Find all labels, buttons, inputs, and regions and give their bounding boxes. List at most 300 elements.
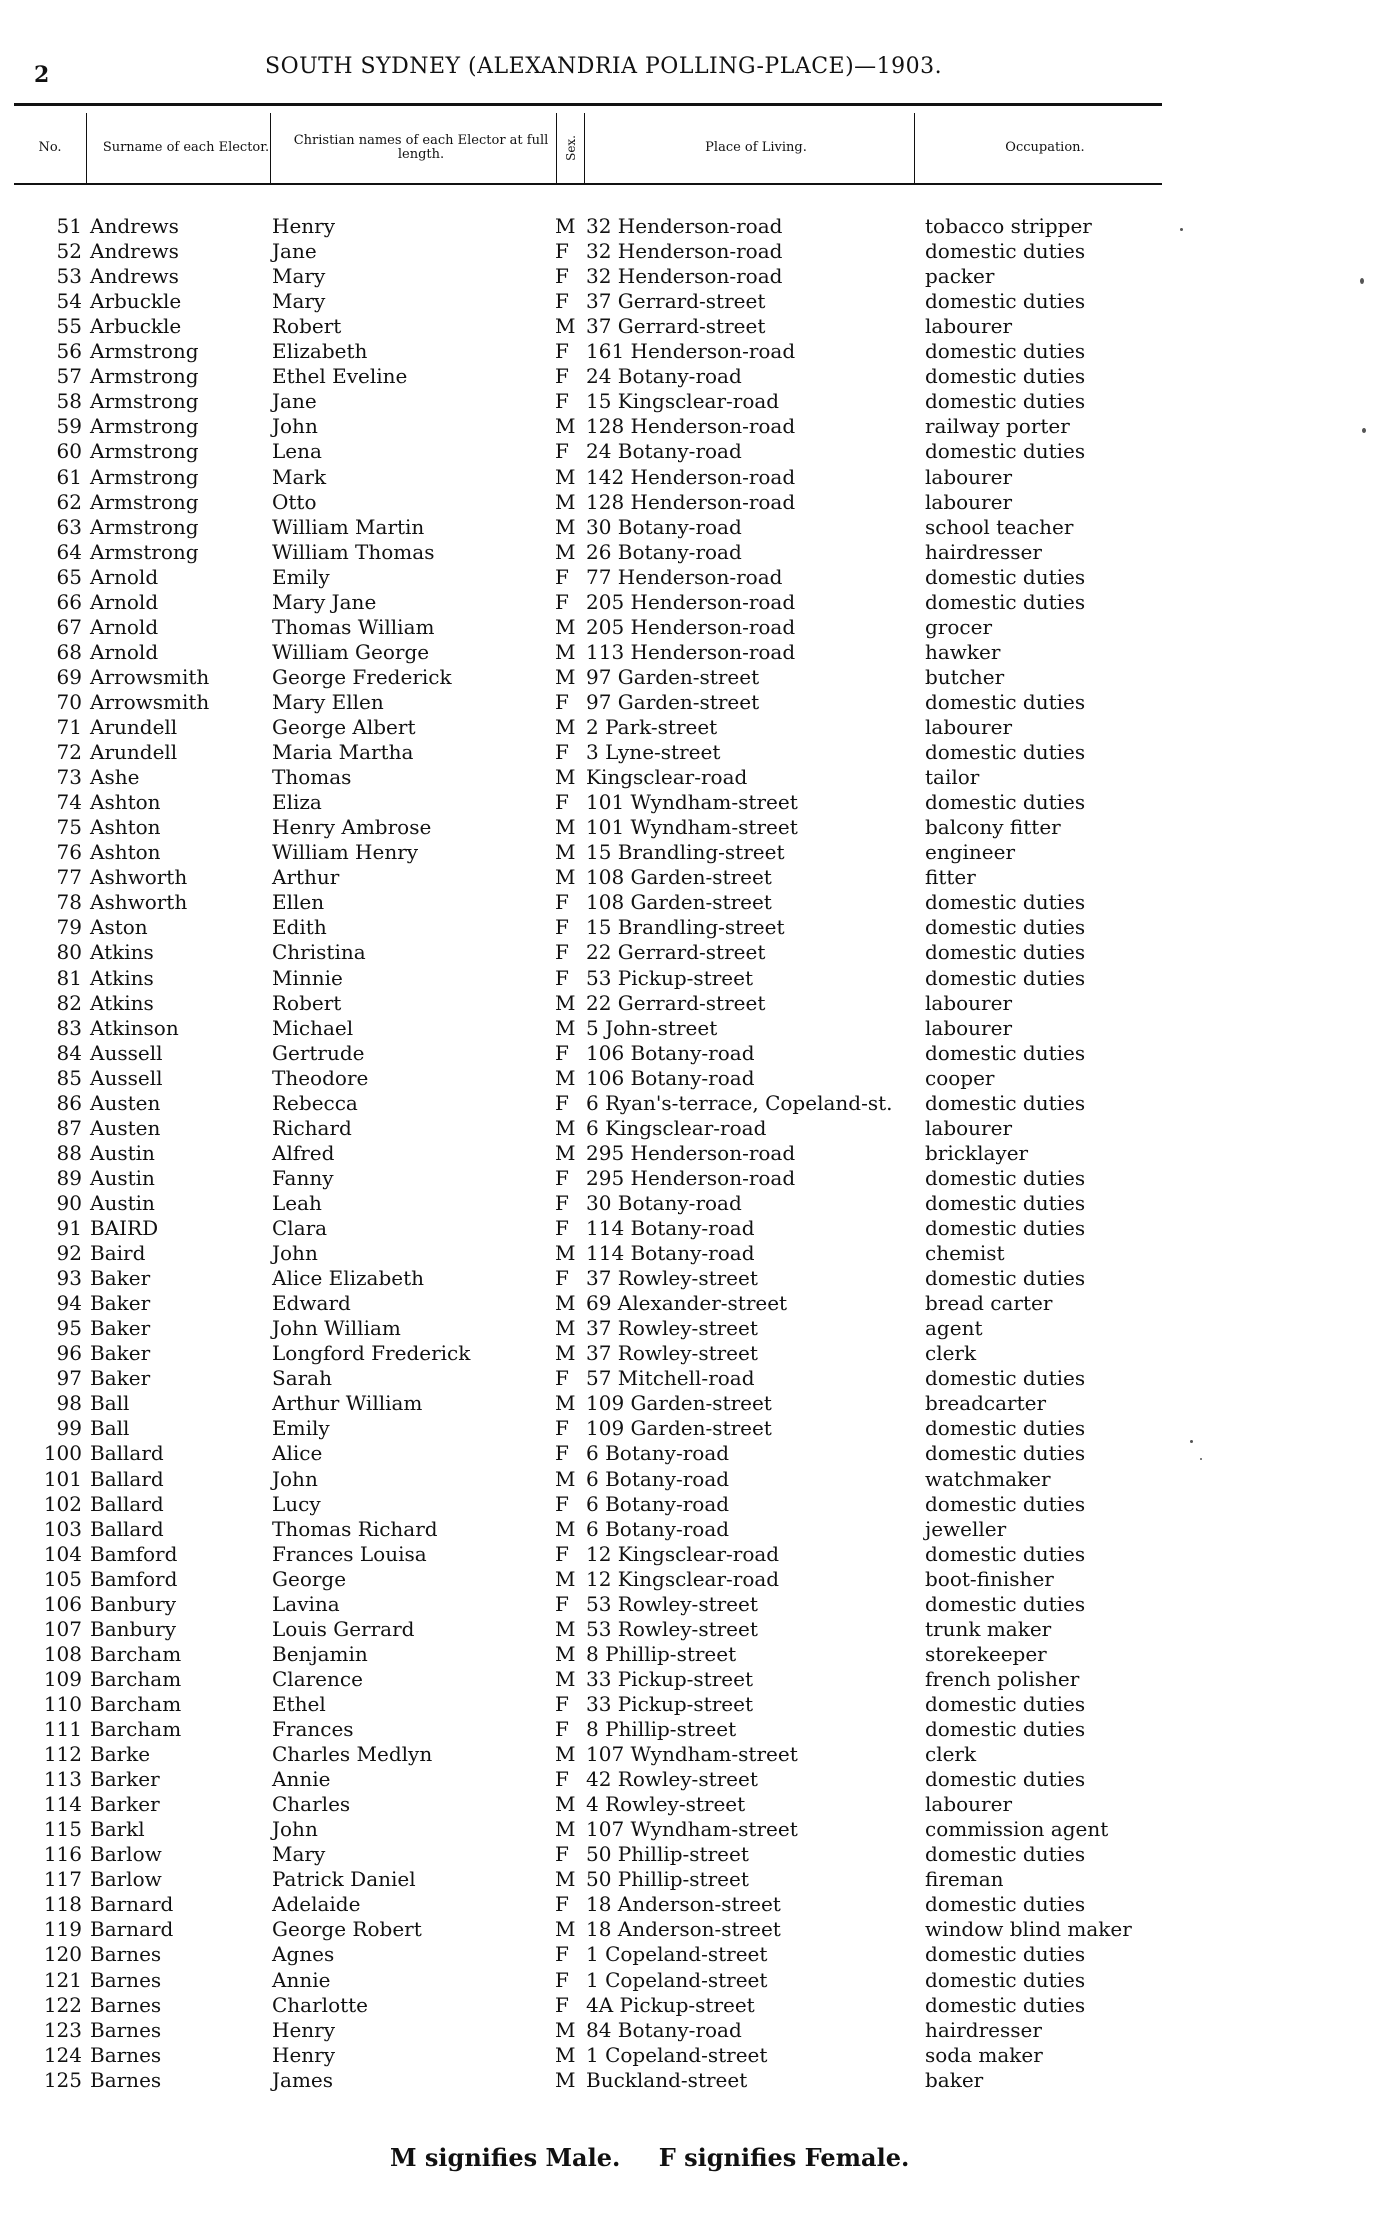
entry-occupation: fireman	[925, 1867, 1004, 1892]
entry-place-of-living: 114 Botany-road	[586, 1241, 755, 1266]
entry-sex: M	[555, 1742, 576, 1767]
table-row	[0, 1441, 1382, 1466]
entry-occupation: balcony fitter	[925, 815, 1061, 840]
entry-surname: Barnard	[90, 1917, 174, 1942]
entry-sex: M	[555, 1316, 576, 1341]
table-row	[0, 264, 1382, 289]
entry-christian-names: Frances Louisa	[272, 1541, 427, 1566]
entry-sex: F	[555, 239, 569, 264]
entry-number: 92	[56, 1241, 82, 1266]
entry-place-of-living: Buckland-street	[586, 2067, 748, 2092]
entry-place-of-living: 142 Henderson-road	[586, 464, 796, 489]
entry-occupation: domestic duties	[925, 1691, 1086, 1716]
table-row	[0, 1141, 1382, 1166]
entry-place-of-living: 22 Gerrard-street	[586, 940, 766, 965]
entry-occupation: grocer	[925, 614, 993, 639]
entry-sex: M	[555, 1241, 576, 1266]
entry-place-of-living: 6 Botany-road	[586, 1466, 730, 1491]
entry-christian-names: Emily	[272, 564, 330, 589]
entry-number: 105	[43, 1566, 82, 1591]
entry-place-of-living: 32 Henderson-road	[586, 214, 783, 238]
entry-number: 63	[56, 514, 82, 539]
entry-occupation: cooper	[925, 1065, 995, 1090]
entry-occupation: domestic duties	[925, 1541, 1086, 1566]
table-row	[0, 239, 1382, 264]
entry-sex: M	[555, 639, 576, 664]
entry-sex: F	[555, 1190, 569, 1215]
entry-place-of-living: 295 Henderson-road	[586, 1140, 796, 1165]
entry-surname: Ballard	[90, 1466, 164, 1491]
table-row	[0, 1617, 1382, 1642]
entry-christian-names: Thomas Richard	[272, 1516, 438, 1541]
entry-place-of-living: 15 Kingsclear-road	[586, 389, 780, 414]
entry-surname: Banbury	[90, 1616, 177, 1641]
entry-occupation: domestic duties	[925, 564, 1086, 589]
entry-sex: M	[555, 539, 576, 564]
entry-surname: Andrews	[90, 264, 179, 289]
entry-number: 60	[56, 439, 82, 464]
entry-number: 68	[56, 639, 82, 664]
entry-number: 57	[56, 364, 82, 389]
entry-christian-names: Rebecca	[272, 1090, 358, 1115]
entry-surname: Barnes	[90, 2017, 162, 2042]
entry-number: 77	[56, 865, 82, 890]
entry-number: 78	[56, 890, 82, 915]
entry-place-of-living: 205 Henderson-road	[586, 614, 796, 639]
entry-place-of-living: Kingsclear-road	[586, 765, 748, 790]
entry-surname: Aston	[90, 915, 148, 940]
entry-occupation: watchmaker	[925, 1466, 1051, 1491]
entry-surname: Arnold	[90, 564, 159, 589]
entry-place-of-living: 1 Copeland-street	[586, 2042, 768, 2067]
entry-sex: F	[555, 915, 569, 940]
table-row	[0, 1467, 1382, 1492]
entry-sex: M	[555, 1291, 576, 1316]
entry-surname: Arbuckle	[90, 314, 182, 339]
table-row	[0, 1792, 1382, 1817]
entry-number: 108	[43, 1641, 82, 1666]
entry-sex: M	[555, 1641, 576, 1666]
entry-occupation: boot-finisher	[925, 1566, 1054, 1591]
entry-christian-names: Henry	[272, 2042, 336, 2067]
entry-sex: M	[555, 1666, 576, 1691]
entry-number: 103	[43, 1516, 82, 1541]
entry-surname: Arrowsmith	[90, 664, 210, 689]
table-row	[0, 1642, 1382, 1667]
entry-sex: F	[555, 1967, 569, 1992]
entry-number: 122	[43, 1992, 82, 2017]
entry-occupation: domestic duties	[925, 1892, 1086, 1917]
entry-occupation: bricklayer	[925, 1140, 1029, 1165]
entry-number: 111	[43, 1717, 82, 1741]
table-row	[0, 1241, 1382, 1266]
table-row	[0, 565, 1382, 590]
entry-surname: Barcham	[90, 1666, 182, 1691]
entry-surname: Ashworth	[90, 865, 188, 890]
entry-sex: M	[555, 1065, 576, 1090]
table-row	[0, 465, 1382, 490]
entry-occupation: domestic duties	[925, 589, 1086, 614]
entry-number: 123	[43, 2017, 82, 2042]
entry-surname: Baker	[90, 1366, 151, 1391]
entry-occupation: trunk maker	[925, 1616, 1052, 1641]
entry-occupation: domestic duties	[925, 790, 1086, 815]
top-rule	[14, 103, 1162, 106]
entry-surname: Arnold	[90, 589, 159, 614]
entry-occupation: butcher	[925, 664, 1005, 689]
entry-place-of-living: 30 Botany-road	[586, 1190, 742, 1215]
entry-christian-names: George Albert	[272, 715, 416, 739]
entry-surname: Barnes	[90, 2042, 162, 2067]
entry-sex: F	[555, 1090, 569, 1115]
entry-surname: Armstrong	[90, 389, 199, 414]
entry-surname: Barnes	[90, 2067, 162, 2092]
entry-surname: Austin	[90, 1140, 155, 1165]
entry-sex: M	[555, 1566, 576, 1591]
entry-sex: M	[555, 1341, 576, 1366]
entry-occupation: window blind maker	[925, 1917, 1132, 1942]
entry-occupation: labourer	[925, 1115, 1013, 1140]
entry-sex: M	[555, 514, 576, 539]
entry-christian-names: Gertrude	[272, 1040, 365, 1065]
entry-occupation: commission agent	[925, 1817, 1109, 1842]
entry-christian-names: Charles	[272, 1792, 351, 1817]
entry-surname: Austin	[90, 1165, 155, 1190]
entry-number: 69	[56, 664, 82, 689]
entry-occupation: bread carter	[925, 1291, 1053, 1316]
entry-christian-names: Theodore	[272, 1065, 369, 1090]
entry-sex: F	[555, 740, 569, 765]
entry-place-of-living: 107 Wyndham-street	[586, 1742, 798, 1767]
table-row	[0, 364, 1382, 389]
entry-occupation: railway porter	[925, 414, 1070, 439]
entry-occupation: domestic duties	[925, 1591, 1086, 1616]
entry-place-of-living: 26 Botany-road	[586, 539, 742, 564]
table-row	[0, 1717, 1382, 1742]
entry-christian-names: Mary Ellen	[272, 689, 384, 714]
entry-sex: M	[555, 489, 576, 514]
entry-place-of-living: 6 Botany-road	[586, 1491, 730, 1516]
entry-place-of-living: 2 Park-street	[586, 715, 718, 739]
entry-surname: Baird	[90, 1241, 146, 1266]
entry-number: 93	[56, 1266, 82, 1291]
entry-sex: F	[555, 1040, 569, 1065]
entry-surname: Atkins	[90, 965, 154, 990]
entry-surname: Ashworth	[90, 890, 188, 915]
entry-surname: Armstrong	[90, 339, 199, 364]
entry-place-of-living: 53 Pickup-street	[586, 965, 753, 990]
entry-surname: Atkins	[90, 940, 154, 965]
entry-place-of-living: 107 Wyndham-street	[586, 1817, 798, 1842]
entry-occupation: domestic duties	[925, 965, 1086, 990]
entry-number: 66	[56, 589, 82, 614]
sex-legend	[390, 2143, 939, 2172]
entry-number: 115	[43, 1817, 82, 1842]
entry-sex: F	[555, 1366, 569, 1391]
entry-sex: M	[555, 1391, 576, 1416]
entry-occupation: domestic duties	[925, 1491, 1086, 1516]
entry-number: 73	[56, 765, 82, 790]
entry-number: 113	[43, 1767, 82, 1792]
entry-occupation: engineer	[925, 840, 1016, 865]
entry-occupation: packer	[925, 264, 995, 289]
entry-christian-names: Mary	[272, 264, 326, 289]
table-row	[0, 289, 1382, 314]
entry-christian-names: Edward	[272, 1291, 351, 1316]
legend-female: F signifies Female.	[658, 2143, 910, 2172]
entry-surname: Baker	[90, 1341, 151, 1366]
table-row	[0, 790, 1382, 815]
entry-christian-names: Lavina	[272, 1591, 340, 1616]
entry-place-of-living: 84 Botany-road	[586, 2017, 742, 2042]
entry-place-of-living: 8 Phillip-street	[586, 1717, 737, 1741]
entry-christian-names: Charlotte	[272, 1992, 369, 2017]
entry-place-of-living: 33 Pickup-street	[586, 1691, 753, 1716]
entry-sex: M	[555, 840, 576, 865]
entry-place-of-living: 4 Rowley-street	[586, 1792, 746, 1817]
entry-sex: F	[555, 689, 569, 714]
entry-number: 65	[56, 564, 82, 589]
entry-place-of-living: 8 Phillip-street	[586, 1641, 737, 1666]
entry-occupation: domestic duties	[925, 740, 1086, 765]
table-row	[0, 815, 1382, 840]
table-row	[0, 1216, 1382, 1241]
entry-place-of-living: 295 Henderson-road	[586, 1165, 796, 1190]
entry-occupation: domestic duties	[925, 239, 1086, 264]
entry-surname: Arundell	[90, 740, 178, 765]
entry-place-of-living: 106 Botany-road	[586, 1040, 755, 1065]
entry-number: 52	[56, 239, 82, 264]
table-row	[0, 1416, 1382, 1441]
entry-sex: F	[555, 1541, 569, 1566]
entry-number: 100	[43, 1441, 82, 1466]
entry-number: 114	[43, 1792, 82, 1817]
entry-place-of-living: 18 Anderson-street	[586, 1892, 781, 1917]
entry-occupation: tailor	[925, 765, 980, 790]
entry-surname: Austen	[90, 1090, 161, 1115]
entry-sex: M	[555, 214, 576, 238]
entry-number: 109	[43, 1666, 82, 1691]
entry-sex: M	[555, 664, 576, 689]
entry-occupation: breadcarter	[925, 1391, 1047, 1416]
table-row	[0, 1066, 1382, 1091]
entry-occupation: domestic duties	[925, 339, 1086, 364]
entry-number: 91	[56, 1216, 82, 1240]
table-row	[0, 991, 1382, 1016]
entry-sex: M	[555, 1015, 576, 1040]
entry-surname: Arrowsmith	[90, 689, 210, 714]
entry-surname: Banbury	[90, 1591, 177, 1616]
entry-occupation: storekeeper	[925, 1641, 1047, 1666]
entry-occupation: domestic duties	[925, 1190, 1086, 1215]
entry-sex: F	[555, 1767, 569, 1792]
table-row	[0, 1817, 1382, 1842]
table-row	[0, 1492, 1382, 1517]
entry-number: 85	[56, 1065, 82, 1090]
entry-number: 87	[56, 1115, 82, 1140]
table-row	[0, 1767, 1382, 1792]
entry-surname: Armstrong	[90, 539, 199, 564]
entry-occupation: domestic duties	[925, 1992, 1086, 2017]
entry-surname: Ballard	[90, 1516, 164, 1541]
entry-surname: Ashe	[90, 765, 140, 790]
entry-surname: Barnard	[90, 1892, 174, 1917]
entry-occupation: domestic duties	[925, 1216, 1086, 1240]
entry-sex: F	[555, 890, 569, 915]
entry-occupation: domestic duties	[925, 890, 1086, 915]
entry-occupation: domestic duties	[925, 689, 1086, 714]
table-row	[0, 1091, 1382, 1116]
entry-christian-names: John	[272, 1241, 318, 1266]
entry-christian-names: Thomas William	[272, 614, 435, 639]
entry-christian-names: Patrick Daniel	[272, 1867, 416, 1892]
entry-place-of-living: 106 Botany-road	[586, 1065, 755, 1090]
column-divider	[914, 113, 915, 183]
entry-sex: M	[555, 1115, 576, 1140]
entry-occupation: domestic duties	[925, 1967, 1086, 1992]
entry-sex: F	[555, 339, 569, 364]
legend-male: M signifies Male.	[390, 2143, 621, 2172]
entry-place-of-living: 1 Copeland-street	[586, 1942, 768, 1967]
entry-occupation: hairdresser	[925, 2017, 1042, 2042]
entry-christian-names: Henry	[272, 2017, 336, 2042]
entry-surname: BAIRD	[90, 1216, 159, 1240]
entry-place-of-living: 50 Phillip-street	[586, 1842, 749, 1867]
entry-surname: Atkins	[90, 990, 154, 1015]
entry-occupation: baker	[925, 2067, 984, 2092]
entry-christian-names: William Henry	[272, 840, 419, 865]
table-row	[0, 1366, 1382, 1391]
entry-surname: Aussell	[90, 1065, 163, 1090]
entry-sex: F	[555, 589, 569, 614]
entry-number: 79	[56, 915, 82, 940]
entry-place-of-living: 113 Henderson-road	[586, 639, 796, 664]
table-row	[0, 966, 1382, 991]
entry-surname: Andrews	[90, 214, 179, 238]
entry-sex: M	[555, 614, 576, 639]
entry-christian-names: Arthur William	[272, 1391, 423, 1416]
entry-place-of-living: 4A Pickup-street	[586, 1992, 755, 2017]
entry-christian-names: Louis Gerrard	[272, 1616, 415, 1641]
entry-occupation: clerk	[925, 1742, 977, 1767]
table-row	[0, 540, 1382, 565]
entry-occupation: hawker	[925, 639, 1001, 664]
entry-place-of-living: 101 Wyndham-street	[586, 815, 798, 840]
entry-sex: F	[555, 1842, 569, 1867]
entry-christian-names: Christina	[272, 940, 366, 965]
entry-number: 101	[43, 1466, 82, 1491]
entry-christian-names: Frances	[272, 1717, 354, 1741]
entry-number: 83	[56, 1015, 82, 1040]
table-row	[0, 414, 1382, 439]
entry-place-of-living: 37 Gerrard-street	[586, 289, 766, 314]
entry-surname: Arnold	[90, 614, 159, 639]
table-row	[0, 1391, 1382, 1416]
entry-christian-names: Charles Medlyn	[272, 1742, 433, 1767]
entry-sex: F	[555, 264, 569, 289]
table-row	[0, 1942, 1382, 1967]
entry-place-of-living: 50 Phillip-street	[586, 1867, 749, 1892]
entry-occupation: domestic duties	[925, 1040, 1086, 1065]
entry-christian-names: Michael	[272, 1015, 354, 1040]
entry-place-of-living: 108 Garden-street	[586, 890, 772, 915]
entry-christian-names: Ethel Eveline	[272, 364, 408, 389]
entry-place-of-living: 37 Rowley-street	[586, 1266, 758, 1291]
entry-place-of-living: 6 Botany-road	[586, 1516, 730, 1541]
entry-place-of-living: 15 Brandling-street	[586, 915, 785, 940]
entry-sex: M	[555, 2017, 576, 2042]
entry-surname: Ashton	[90, 815, 161, 840]
entry-number: 61	[56, 464, 82, 489]
entry-occupation: labourer	[925, 990, 1013, 1015]
entry-occupation: domestic duties	[925, 1165, 1086, 1190]
entry-sex: F	[555, 289, 569, 314]
entry-surname: Baker	[90, 1316, 151, 1341]
entry-christian-names: Clara	[272, 1216, 328, 1240]
table-row	[0, 1191, 1382, 1216]
entry-christian-names: Ethel	[272, 1691, 326, 1716]
column-divider	[584, 113, 585, 183]
header-sex-label: Sex.	[564, 135, 578, 161]
entry-occupation: labourer	[925, 1015, 1013, 1040]
entry-occupation: fitter	[925, 865, 976, 890]
entry-sex: M	[555, 1817, 576, 1842]
entry-number: 97	[56, 1366, 82, 1391]
entry-surname: Barcham	[90, 1691, 182, 1716]
entry-occupation: domestic duties	[925, 1767, 1086, 1792]
entry-sex: F	[555, 965, 569, 990]
table-row	[0, 890, 1382, 915]
entry-occupation: domestic duties	[925, 439, 1086, 464]
entry-occupation: domestic duties	[925, 1366, 1086, 1391]
entry-christian-names: George Robert	[272, 1917, 422, 1942]
entry-number: 125	[43, 2067, 82, 2092]
entry-occupation: soda maker	[925, 2042, 1043, 2067]
entry-occupation: labourer	[925, 464, 1013, 489]
entry-number: 67	[56, 614, 82, 639]
entry-sex: F	[555, 1942, 569, 1967]
entry-place-of-living: 69 Alexander-street	[586, 1291, 788, 1316]
entry-number: 89	[56, 1165, 82, 1190]
print-speck	[1190, 1440, 1193, 1443]
entry-place-of-living: 3 Lyne-street	[586, 740, 721, 765]
table-row	[0, 715, 1382, 740]
table-row	[0, 490, 1382, 515]
column-divider	[86, 113, 87, 183]
entry-christian-names: Sarah	[272, 1366, 332, 1391]
entry-surname: Barnes	[90, 1992, 162, 2017]
entry-sex: M	[555, 314, 576, 339]
entry-occupation: domestic duties	[925, 289, 1086, 314]
entry-place-of-living: 12 Kingsclear-road	[586, 1541, 780, 1566]
table-row	[0, 2018, 1382, 2043]
print-speck	[1360, 278, 1364, 284]
entry-surname: Bamford	[90, 1541, 178, 1566]
entry-number: 81	[56, 965, 82, 990]
entry-place-of-living: 30 Botany-road	[586, 514, 742, 539]
entry-place-of-living: 42 Rowley-street	[586, 1767, 758, 1792]
entry-number: 112	[43, 1742, 82, 1767]
table-row	[0, 1542, 1382, 1567]
entry-sex: F	[555, 389, 569, 414]
entry-surname: Aussell	[90, 1040, 163, 1065]
entry-number: 119	[43, 1917, 82, 1942]
entry-christian-names: Eliza	[272, 790, 322, 815]
table-row	[0, 214, 1382, 239]
entry-occupation: domestic duties	[925, 940, 1086, 965]
entry-sex: M	[555, 464, 576, 489]
entry-surname: Ashton	[90, 790, 161, 815]
